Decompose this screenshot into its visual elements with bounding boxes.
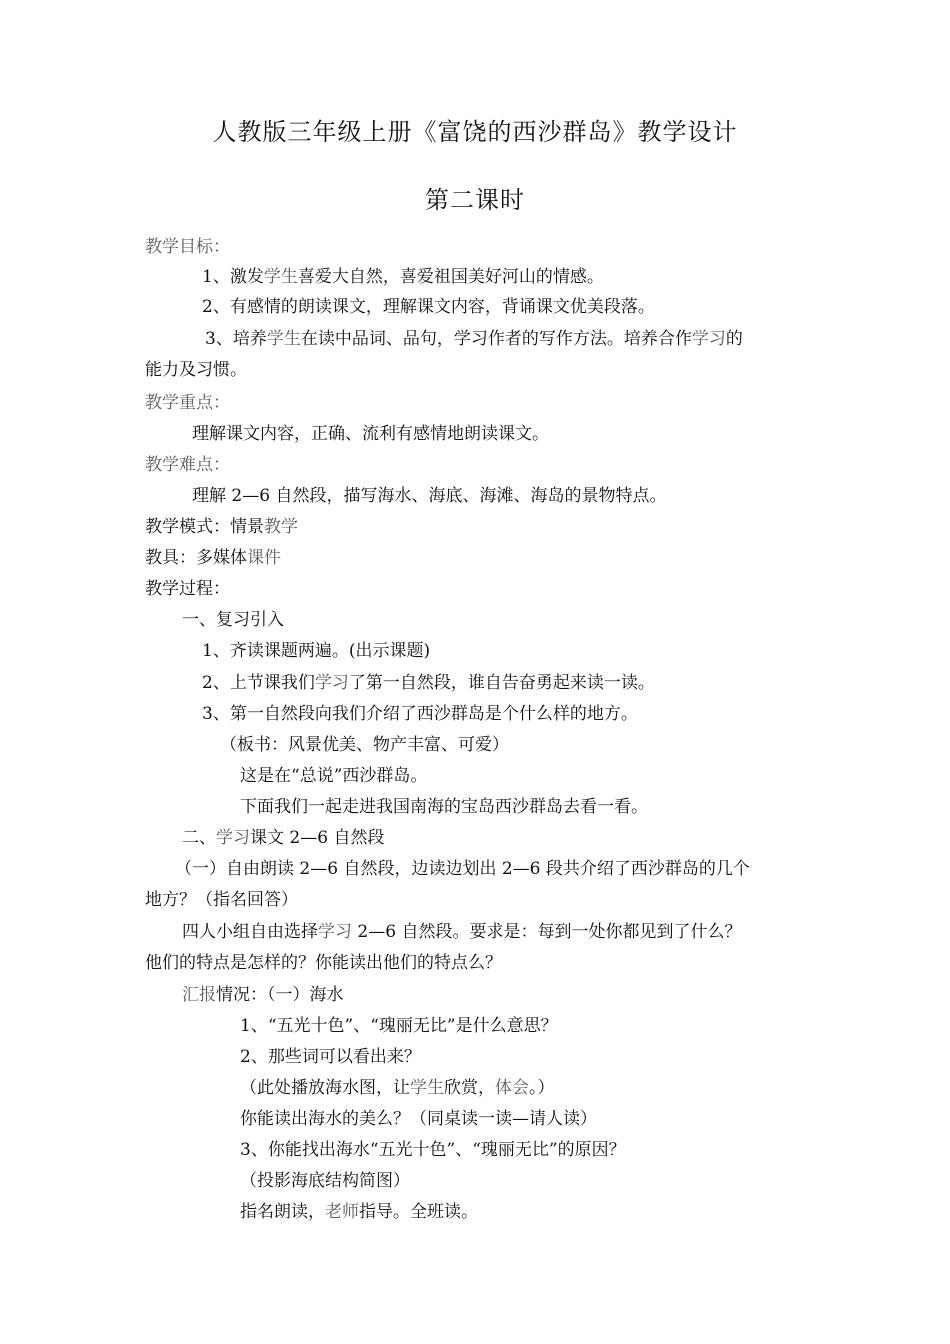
board-note: （板书：风景优美、物产丰富、可爱） xyxy=(220,735,509,755)
report-item-3: （此处播放海水图，让学生欣赏，体会。） xyxy=(240,1078,555,1098)
section-2-heading: 二、学习课文 2—6 自然段 xyxy=(182,828,385,848)
transition-note: 下面我们一起走进我国南海的宝岛西沙群岛去看一看。 xyxy=(240,797,648,817)
report-item-5: 3、你能找出海水“五光十色”、“瑰丽无比”的原因？ xyxy=(240,1140,626,1160)
objective-3: 3、培养学生在读中品词、品句，学习作者的写作方法。培养合作学习的 xyxy=(205,329,743,349)
section-2-paragraph-1-continued: 地方？（指名回答） xyxy=(145,890,298,910)
key-point-text: 理解课文内容，正确、流利有感情地朗读课文。 xyxy=(192,424,549,444)
section-2-paragraph-1: （一）自由朗读 2—6 自然段，边读边划出 2—6 段共介绍了西沙群岛的几个 xyxy=(175,859,750,879)
objectives-label: 教学目标： xyxy=(145,237,230,257)
process-label: 教学过程： xyxy=(145,579,230,599)
report-item-6: （投影海底结构简图） xyxy=(240,1171,410,1191)
report-item-4: 你能读出海水的美么？（同桌读一读—请人读） xyxy=(240,1109,597,1129)
objective-1: 1、激发学生喜爱大自然，喜爱祖国美好河山的情感。 xyxy=(202,267,604,287)
section-1-item-3: 3、第一自然段向我们介绍了西沙群岛是个什么样的地方。 xyxy=(202,704,638,724)
teaching-tools: 教具：多媒体课件 xyxy=(145,548,281,568)
report-item-2: 2、那些词可以看出来？ xyxy=(240,1047,421,1067)
difficulty-label: 教学难点： xyxy=(145,455,230,475)
report-item-7: 指名朗读，老师指导。全班读。 xyxy=(240,1202,478,1222)
key-point-label: 教学重点： xyxy=(145,393,230,413)
report-item-1: 1、“五光十色”、“瑰丽无比”是什么意思？ xyxy=(240,1016,558,1036)
document-title: 人教版三年级上册《富饶的西沙群岛》教学设计 xyxy=(212,118,738,146)
teaching-mode: 教学模式：情景教学 xyxy=(145,517,298,537)
section-1-heading: 一、复习引入 xyxy=(182,610,284,630)
section-1-item-2: 2、上节课我们学习了第一自然段，谁自告奋勇起来读一读。 xyxy=(202,673,655,693)
summary-note: 这是在“总说”西沙群岛。 xyxy=(240,766,428,786)
document-subtitle: 第二课时 xyxy=(425,186,525,214)
difficulty-text: 理解 2—6 自然段，描写海水、海底、海滩、海岛的景物特点。 xyxy=(192,486,667,506)
objective-3-continued: 能力及习惯。 xyxy=(145,360,247,380)
report-heading: 汇报情况：（一）海水 xyxy=(182,985,344,1005)
objective-2: 2、有感情的朗读课文，理解课文内容，背诵课文优美段落。 xyxy=(202,297,655,317)
section-2-paragraph-2-continued: 他们的特点是怎样的？你能读出他们的特点么？ xyxy=(145,953,502,973)
section-2-paragraph-2: 四人小组自由选择学习 2—6 自然段。要求是：每到一处你都见到了什么？ xyxy=(182,922,742,942)
section-1-item-1: 1、齐读课题两遍。(出示课题) xyxy=(202,641,431,661)
